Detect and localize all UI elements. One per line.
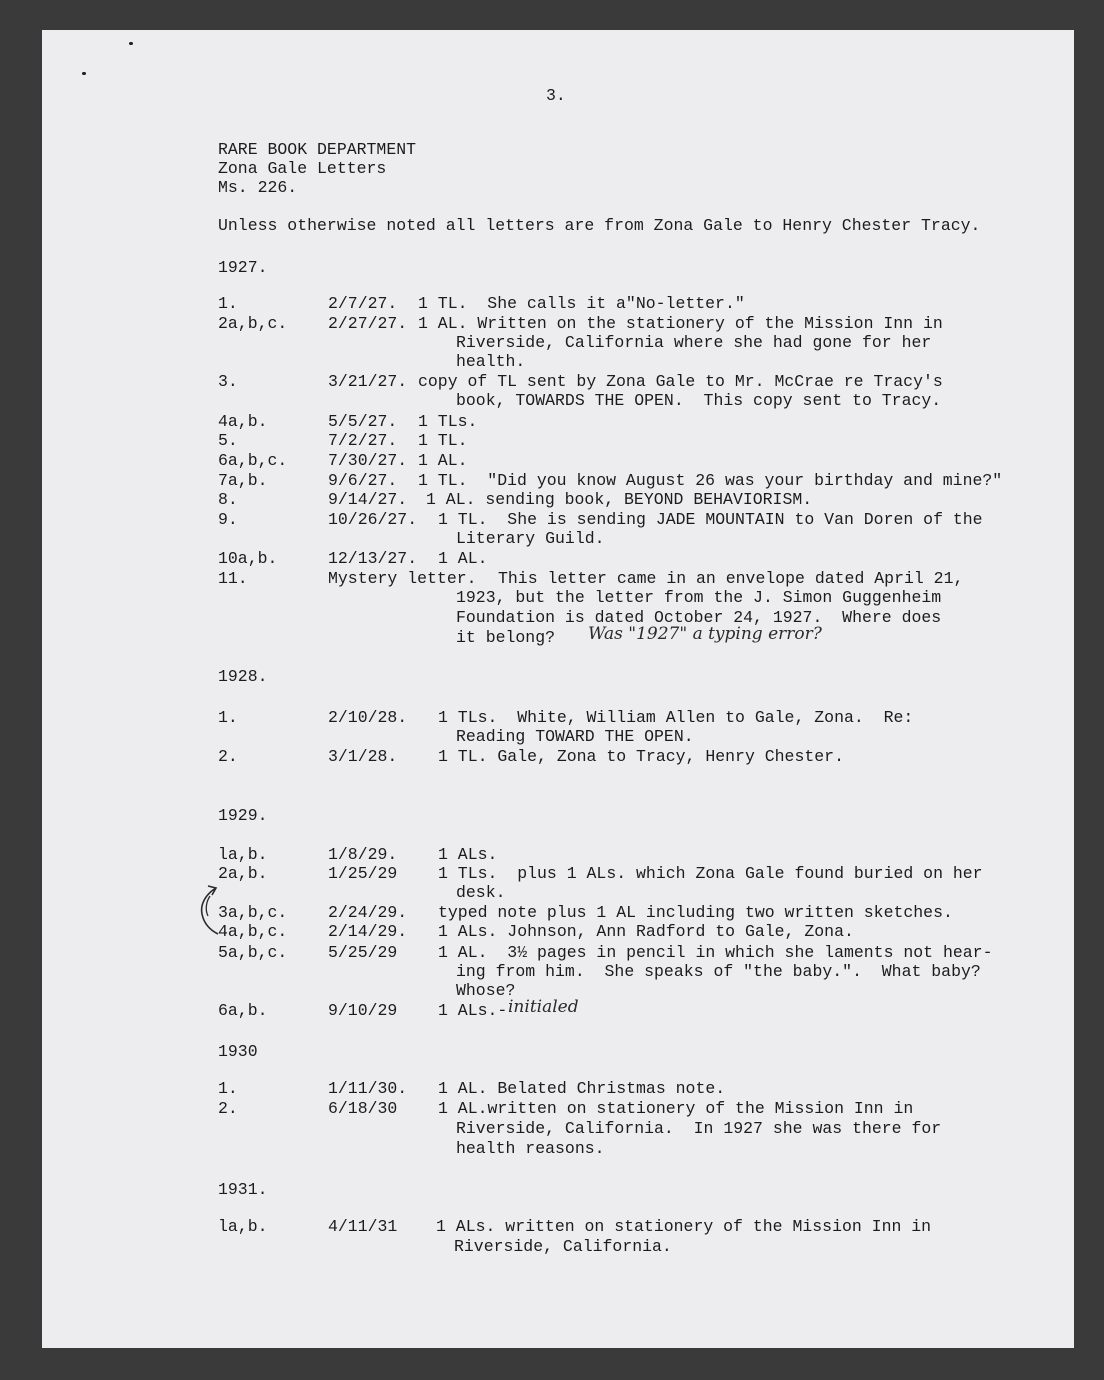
header-manuscript: Ms. 226. bbox=[218, 178, 298, 197]
entry-continuation: Riverside, California where she had gone for her bbox=[456, 333, 932, 352]
year-heading: 1929. bbox=[218, 806, 268, 825]
paper-speck bbox=[82, 72, 86, 75]
entry-date: 3/1/28. bbox=[328, 747, 398, 766]
entry-number: 3. bbox=[218, 372, 238, 391]
paper-speck bbox=[129, 42, 133, 45]
entry-continuation: Literary Guild. bbox=[456, 529, 605, 548]
entry-description: 1 TL. She calls it a"No-letter." bbox=[418, 294, 745, 313]
year-heading: 1928. bbox=[218, 667, 268, 686]
entry-date: 7/30/27. bbox=[328, 451, 408, 470]
entry-description: 1 AL. 3½ pages in pencil in which she laments not hear- bbox=[438, 943, 993, 962]
entry-description: 1 TLs. plus 1 ALs. which Zona Gale found buried on her bbox=[438, 864, 983, 883]
document-page bbox=[42, 30, 1074, 1348]
entry-continuation: Reading TOWARD THE OPEN. bbox=[456, 727, 694, 746]
entry-continuation: ing from him. She speaks of "the baby.". What baby? bbox=[456, 962, 981, 981]
entry-continuation: book, TOWARDS THE OPEN. This copy sent to Tracy. bbox=[456, 391, 942, 410]
entry-number: 2. bbox=[218, 747, 238, 766]
entry-date: 2/14/29. bbox=[328, 922, 408, 941]
entry-number: 1. bbox=[218, 708, 238, 727]
entry-continuation: Whose? bbox=[456, 981, 516, 1000]
entry-continuation: Riverside, California. In 1927 she was there for bbox=[456, 1119, 942, 1138]
entry-description: 1 AL. bbox=[418, 451, 468, 470]
entry-number: la,b. bbox=[218, 1217, 268, 1236]
entry-continuation: Riverside, California. bbox=[454, 1237, 672, 1256]
entry-number: 1. bbox=[218, 1079, 238, 1098]
year-heading: 1930 bbox=[218, 1042, 258, 1061]
entry-number: 5. bbox=[218, 431, 238, 450]
intro-note: Unless otherwise noted all letters are from Zona Gale to Henry Chester Tracy. bbox=[218, 216, 981, 235]
entry-number: 6a,b,c. bbox=[218, 451, 288, 470]
entry-date: 10/26/27. bbox=[328, 510, 418, 529]
entry-continuation: desk. bbox=[456, 883, 506, 902]
entry-continuation: it belong? bbox=[456, 628, 556, 647]
entry-description: 1 AL. sending book, BEYOND BEHAVIORISM. bbox=[426, 490, 813, 509]
entry-date: 3/21/27. bbox=[328, 372, 408, 391]
entry-date: 2/10/28. bbox=[328, 708, 408, 727]
entry-date: 9/10/29 bbox=[328, 1001, 398, 1020]
entry-continuation: 1923, but the letter from the J. Simon Guggenheim bbox=[456, 588, 942, 607]
entry-date: 4/11/31 bbox=[328, 1217, 398, 1236]
entry-number: 3a,b,c. bbox=[218, 903, 288, 922]
entry-date: 1/8/29. bbox=[328, 845, 398, 864]
entry-date: 2/27/27. bbox=[328, 314, 408, 333]
entry-date: 6/18/30 bbox=[328, 1099, 398, 1118]
entry-description: copy of TL sent by Zona Gale to Mr. McCrae re Tracy's bbox=[418, 372, 943, 391]
page-number: 3. bbox=[546, 86, 566, 105]
entry-description: 1 ALs. Johnson, Ann Radford to Gale, Zona. bbox=[438, 922, 854, 941]
entry-date: 7/2/27. bbox=[328, 431, 398, 450]
entry-description: 1 ALs.- bbox=[438, 1001, 508, 1020]
entry-description: 1 TLs. bbox=[418, 412, 478, 431]
entry-number: 7a,b. bbox=[218, 471, 268, 490]
entry-date: 9/6/27. bbox=[328, 471, 398, 490]
entry-number: 6a,b. bbox=[218, 1001, 268, 1020]
entry-description: 1 TL. bbox=[418, 431, 468, 450]
entry-description: typed note plus 1 AL including two written sketches. bbox=[438, 903, 953, 922]
entry-date: 1/25/29 bbox=[328, 864, 398, 883]
entry-continuation: health reasons. bbox=[456, 1139, 605, 1158]
entry-description: 1 ALs. written on stationery of the Mission Inn in bbox=[436, 1217, 932, 1236]
entry-date: 12/13/27. bbox=[328, 549, 418, 568]
handwritten-annotation: Was "1927" a typing error? bbox=[588, 624, 822, 644]
entry-date: 9/14/27. bbox=[328, 490, 408, 509]
handwritten-annotation: initialed bbox=[508, 997, 579, 1017]
entry-date: 2/7/27. bbox=[328, 294, 398, 313]
entry-date: 1/11/30. bbox=[328, 1079, 408, 1098]
entry-description: 1 AL.written on stationery of the Mission Inn in bbox=[438, 1099, 914, 1118]
entry-number: 9. bbox=[218, 510, 238, 529]
entry-number: 2a,b,c. bbox=[218, 314, 288, 333]
entry-description: This letter came in an envelope dated April 21, bbox=[498, 569, 964, 588]
entry-description: 1 TLs. White, William Allen to Gale, Zona. Re: bbox=[438, 708, 914, 727]
year-heading: 1931. bbox=[218, 1180, 268, 1199]
entry-description: 1 TL. She is sending JADE MOUNTAIN to Van Doren of the bbox=[438, 510, 983, 529]
entry-number: 4a,b,c. bbox=[218, 922, 288, 941]
entry-description: 1 AL. Written on the stationery of the Mission Inn in bbox=[418, 314, 943, 333]
entry-number: 4a,b. bbox=[218, 412, 268, 431]
entry-description: 1 AL. Belated Christmas note. bbox=[438, 1079, 726, 1098]
entry-date: 2/24/29. bbox=[328, 903, 408, 922]
entry-number: 5a,b,c. bbox=[218, 943, 288, 962]
entry-date: Mystery letter. bbox=[328, 569, 477, 588]
entry-date: 5/25/29 bbox=[328, 943, 398, 962]
entry-number: 8. bbox=[218, 490, 238, 509]
entry-number: la,b. bbox=[218, 845, 268, 864]
entry-number: 1. bbox=[218, 294, 238, 313]
header-department: RARE BOOK DEPARTMENT bbox=[218, 140, 417, 159]
entry-description: 1 ALs. bbox=[438, 845, 498, 864]
header-collection: Zona Gale Letters bbox=[218, 159, 387, 178]
entry-number: 2. bbox=[218, 1099, 238, 1118]
entry-description: 1 TL. "Did you know August 26 was your birthday and mine?" bbox=[418, 471, 1003, 490]
entry-number: 2a,b. bbox=[218, 864, 268, 883]
entry-number: 10a,b. bbox=[218, 549, 278, 568]
entry-description: 1 TL. Gale, Zona to Tracy, Henry Chester. bbox=[438, 747, 844, 766]
year-heading: 1927. bbox=[218, 258, 268, 277]
entry-continuation: health. bbox=[456, 352, 526, 371]
entry-description: 1 AL. bbox=[438, 549, 488, 568]
entry-number: 11. bbox=[218, 569, 248, 588]
entry-continuation: Foundation is dated October 24, 1927. Where does bbox=[456, 608, 942, 627]
entry-date: 5/5/27. bbox=[328, 412, 398, 431]
